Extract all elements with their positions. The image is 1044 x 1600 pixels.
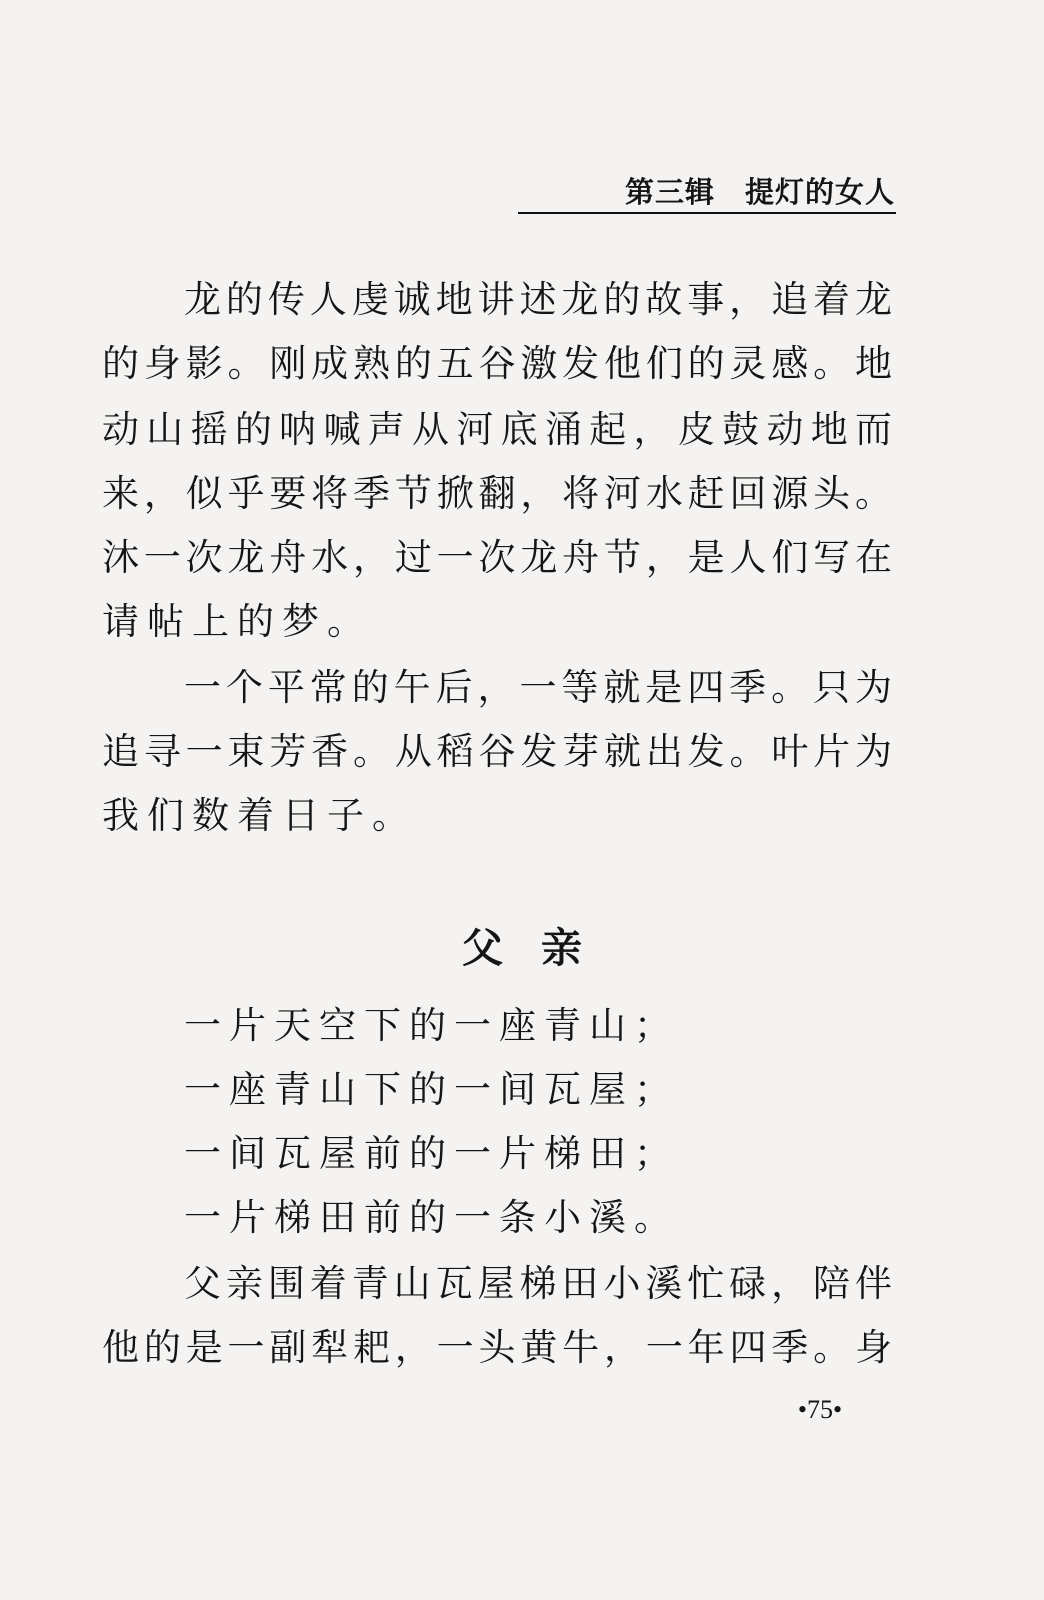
paragraph-line: 追寻一束芳香。从稻谷发芽就出发。叶片为 [102, 730, 892, 773]
header-rule [518, 212, 896, 214]
poem-line: 一间瓦屋前的一片梯田； [184, 1132, 679, 1175]
paragraph-line: 请帖上的梦。 [102, 600, 372, 643]
paragraph-line: 的身影。刚成熟的五谷激发他们的灵感。地 [102, 342, 892, 385]
poem-line: 一片梯田前的一条小溪。 [184, 1196, 679, 1239]
running-header: 第三辑 提灯的女人 [624, 175, 895, 209]
paragraph-line: 来，似乎要将季节掀翻，将河水赶回源头。 [102, 472, 892, 515]
page-number: •75• [797, 1395, 843, 1424]
paragraph-line: 动山摇的呐喊声从河底涌起，皮鼓动地而 [102, 408, 892, 451]
paragraph-line: 父亲围着青山瓦屋梯田小溪忙碌，陪伴 [184, 1262, 892, 1305]
paragraph-line: 一个平常的午后，一等就是四季。只为 [184, 666, 892, 709]
paragraph-line: 我们数着日子。 [102, 794, 417, 837]
paragraph-line: 沐一次龙舟水，过一次龙舟节，是人们写在 [102, 536, 892, 579]
paragraph-line: 龙的传人虔诚地讲述龙的故事，追着龙 [184, 278, 892, 321]
poem-line: 一座青山下的一间瓦屋； [184, 1068, 679, 1111]
poem-line: 一片天空下的一座青山； [184, 1004, 679, 1047]
paragraph-line: 他的是一副犁耙，一头黄牛，一年四季。身 [102, 1326, 892, 1369]
section-title: 父亲 [462, 924, 620, 972]
